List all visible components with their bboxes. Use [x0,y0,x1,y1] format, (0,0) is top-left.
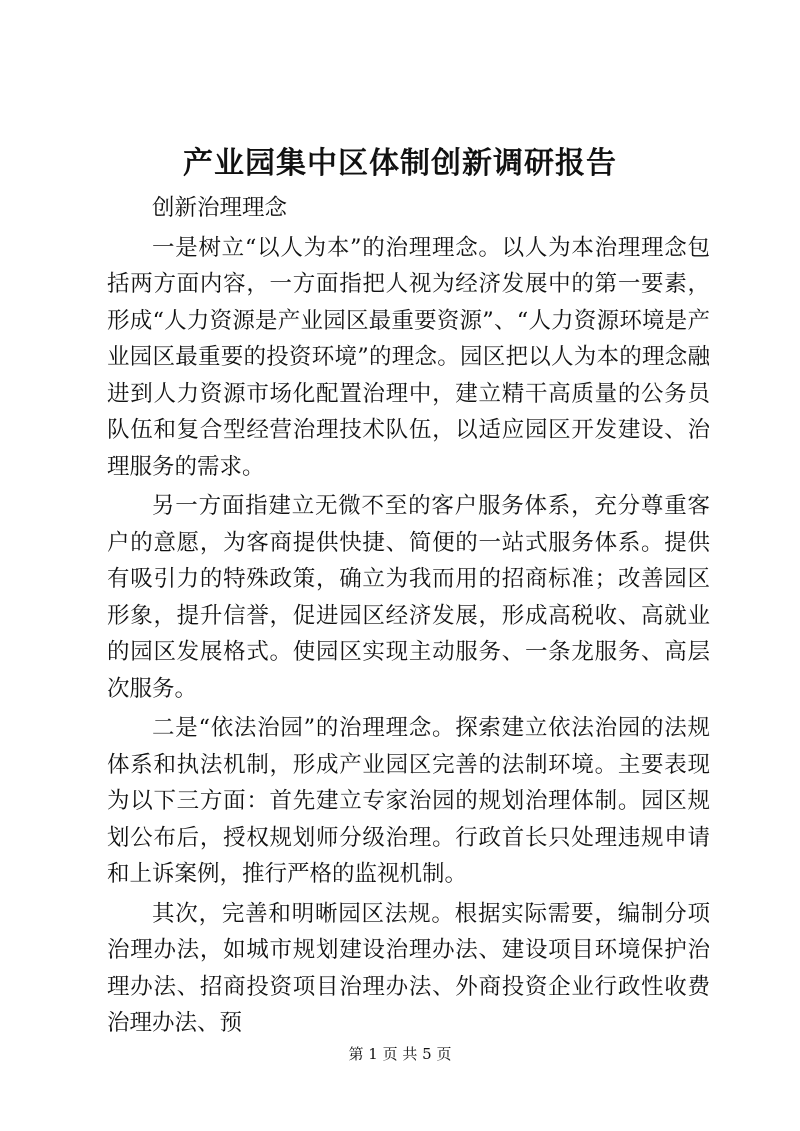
page-footer: 第 1 页 共 5 页 [348,1045,452,1063]
paragraph-4: 其次，完善和明晰园区法规。根据实际需要，编制分项治理办法，如城市规划建设治理办法、建设项目环境保护治理办法、招商投资项目治理办法、外商投资企业行政性收费治理办法、预 [107,900,710,1036]
paragraph-2: 另一方面指建立无微不至的客户服务体系，充分尊重客户的意愿，为客商提供快捷、简便的一站式服务体系。提供有吸引力的特殊政策，确立为我而用的招商标准；改善园区形象，提升信誉，促进园区经济发展，形成高税收、高就业的园区发展格式。使园区实现主动服务、一条龙服务、高层次服务。 [107,493,710,702]
paragraph-3: 二是“依法治园”的治理理念。探索建立依法治园的法规体系和执法机制，形成产业园区完善的法制环境。主要表现为以下三方面：首先建立专家治园的规划治理体制。园区规划公布后，授权规划师分级治理。行政首长只处理违规申请和上诉案例，推行严格的监视机制。 [107,715,710,887]
document-body [107,190,710,1045]
document-title: 产业园集中区体制创新调研报告 [183,146,617,181]
section-heading: 创新治理理念 [152,195,288,221]
paragraph-1: 一是树立“以人为本”的治理理念。以人为本治理理念包括两方面内容，一方面指把人视为经济发展中的第一要素，形成“人力资源是产业园区最重要资源”、“人力资源环境是产业园区最重要的投资环境”的理念。园区把以人为本的理念融进到人力资源市场化配置治理中，建立精干高质量的公务员队伍和复合型经营治理技术队伍，以适应园区开发建设、治理服务的需求。 [107,234,710,480]
